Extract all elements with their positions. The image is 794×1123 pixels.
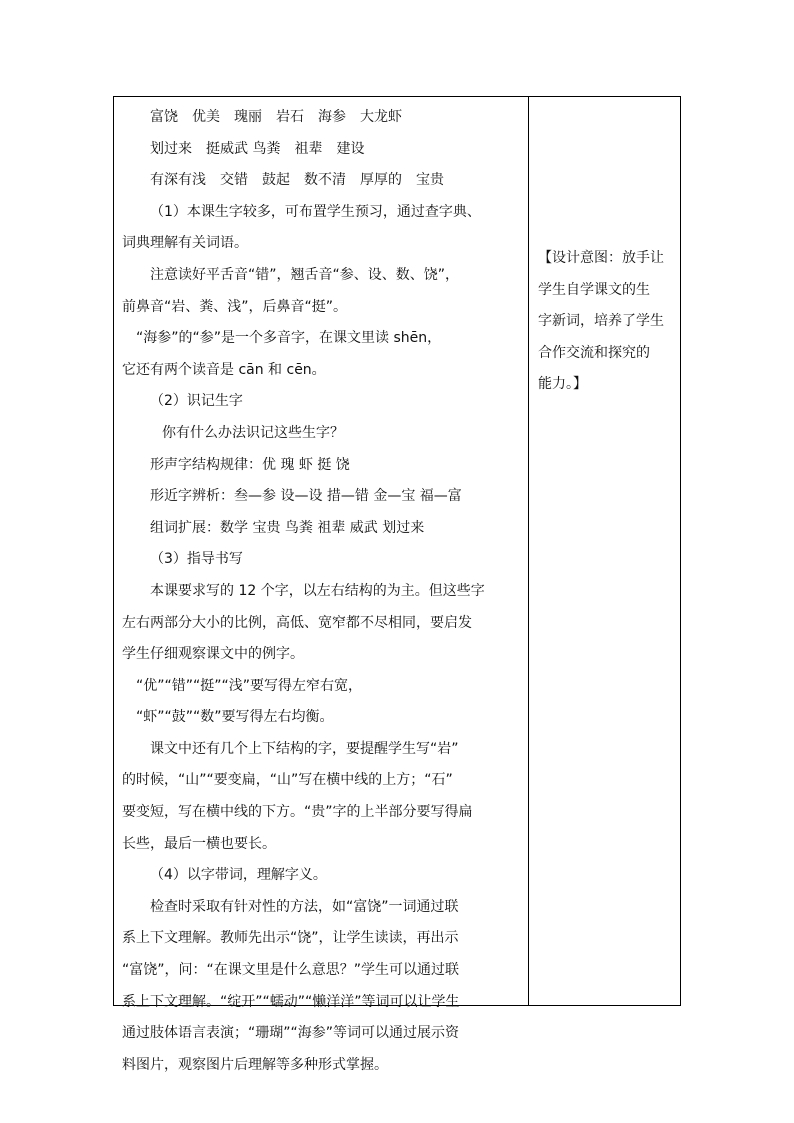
paragraph-line: 通过肢体语言表演；“珊瑚”“海参”等词可以通过展示资 [122,1025,460,1042]
paragraph-line: 前鼻音“岩、粪、浅”，后鼻音“挺”。 [122,298,348,315]
vocab-line-3: 有深有浅 交错 鼓起 数不清 厚厚的 宝贵 [150,172,444,189]
section-heading: （2）识记生字 [150,393,243,410]
design-intent-line: 合作交流和探究的 [538,344,650,361]
paragraph-line: 本课要求写的 12 个字，以左右结构的为主。但这些字 [150,582,485,599]
paragraph-line: 词典理解有关词语。 [122,235,248,252]
paragraph-line: 形声字结构规律：优 瑰 虾 挺 饶 [150,456,350,473]
teaching-content-column [114,97,528,1081]
paragraph-line: 注意读好平舌音“错”，翘舌音“参、设、数、饶”， [150,266,460,283]
paragraph-line: 课文中还有几个上下结构的字，要提醒学生写“岩” [150,740,459,757]
paragraph-line: 组词扩展：数学 宝贵 鸟粪 祖辈 威武 划过来 [150,519,425,536]
section-heading: （3）指导书写 [150,551,243,568]
paragraph-line: （1）本课生字较多，可布置学生预习，通过查字典、 [150,203,481,220]
paragraph-line: 它还有两个读音是 cān 和 cēn。 [122,361,326,378]
paragraph-line: 系上下文理解。教师先出示“饶”，让学生读读，再出示 [122,930,459,947]
paragraph-line: “海参”的“参”是一个多音字，在课文里读 shēn， [136,330,442,347]
column-divider [528,97,529,1005]
design-intent-line: 【设计意图：放手让 [538,250,664,266]
paragraph-line: “优”“错”“挺”“浅”要写得左窄右宽， [136,677,363,694]
design-intent-column [529,243,679,401]
paragraph-line: 检查时采取有针对性的方法，如“富饶”一词通过联 [150,898,459,915]
paragraph-line: “富饶”，问：“在课文里是什么意思？”学生可以通过联 [122,962,460,979]
lesson-table [113,96,681,1073]
paragraph-line: 形近字辨析：叁—参 设—设 措—错 金—宝 福—富 [150,488,462,505]
design-intent-line: 学生自学课文的生 [538,281,650,298]
design-intent-line: 能力。】 [538,376,587,393]
design-intent-line: 字新词，培养了学生 [538,313,664,330]
paragraph-line: 长些，最后一横也要长。 [122,835,276,852]
paragraph-line: “虾”“鼓”“数”要写得左右均衡。 [136,709,334,726]
paragraph-line: 左右两部分大小的比例，高低、宽窄都不尽相同，要启发 [122,614,472,631]
paragraph-line: 学生仔细观察课文中的例字。 [122,646,304,663]
vocab-line-1: 富饶 优美 瑰丽 岩石 海参 大龙虾 [150,109,402,125]
vocab-line-2: 划过来 挺威武 鸟粪 祖辈 建设 [150,140,365,157]
paragraph-line: 要变短，写在横中线的下方。“贵”字的上半部分要写得扁 [122,804,473,821]
section-heading: （4）以字带词，理解字义。 [150,867,327,884]
paragraph-line: 的时候，“山”“要变扁，“山”写在横中线的上方；“石” [122,772,453,789]
paragraph-line: 你有什么办法识记这些生字？ [162,424,344,441]
paragraph-line: 系上下文理解。“绽开”“蠕动”“懒洋洋”等词可以让学生 [122,993,460,1010]
paragraph-line: 料图片，观察图片后理解等多种形式掌握。 [122,1056,388,1073]
